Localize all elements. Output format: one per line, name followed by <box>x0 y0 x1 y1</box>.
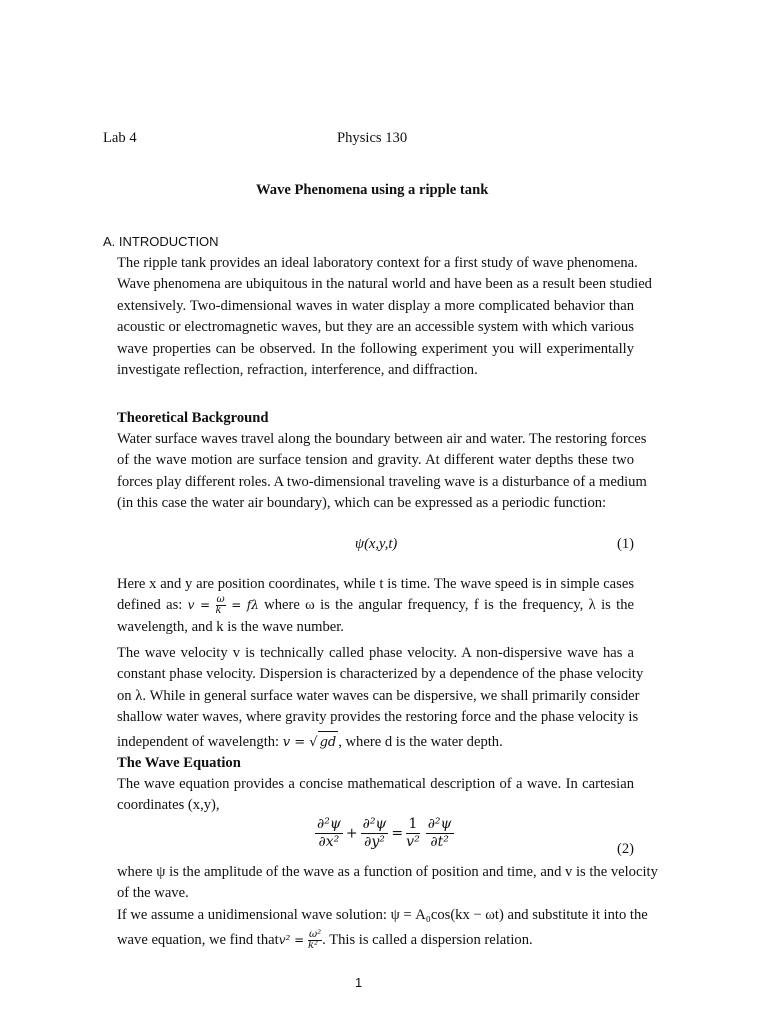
theory-line: of the wave motion are surface tension and gravity. At different water depths these two <box>117 452 634 469</box>
equation-1-number: (1) <box>617 536 635 552</box>
assume-paragraph <box>117 905 648 954</box>
where-line: where ψ is the amplitude of the wave as a function of position and time, and v is the velocity <box>117 864 658 880</box>
equation-2: $\frac{\text{∂²ψ}}{\text{∂x²}}$ + $\frac{\text{∂²ψ}}{\text{∂y²}}$ = $\frac{1}{\text{v²}}$ $\frac{\text{∂²ψ}}{\text{∂t²}}$ <box>317 816 452 850</box>
independence-line <box>117 729 634 755</box>
intro-paragraph <box>117 253 652 381</box>
independence-suffix: , where d is the water depth. <box>338 733 503 750</box>
speed-definition-suffix: where ω is the angular frequency, f is the frequency, λ is the <box>264 597 634 614</box>
phase-line: on λ. While in general surface water waves can be dispersive, we shall primarily consider <box>117 687 640 704</box>
theory-paragraph <box>117 429 647 515</box>
intro-line: wave properties can be observed. In the following experiment you will experimentally <box>117 340 634 357</box>
dispersion-formula: v² = $\frac{\text{ω²}}{\text{k²}}$ <box>278 929 322 952</box>
equation-2-number: (2) <box>617 841 635 857</box>
here-line: Here x and y are position coordinates, while t is time. The wave speed is in simple cases <box>117 576 634 592</box>
dispersion-prefix: wave equation, we find that <box>117 932 279 949</box>
phase-line: constant phase velocity. Dispersion is characterized by a dependence of the phase velocity <box>117 666 644 683</box>
theory-line: forces play different roles. A two-dimensional traveling wave is a disturbance of a medium <box>117 473 647 490</box>
speed-formula: v = $\frac{\omega}{k}$ = fλ <box>187 594 259 617</box>
intro-line: investigate reflection, refraction, interference, and diffraction. <box>117 361 478 378</box>
intro-line: acoustic or electromagnetic waves, but they are an accessible system with which various <box>117 319 634 336</box>
phase-paragraph <box>117 643 644 755</box>
equation-1: ψ(x,y,t) <box>355 536 398 552</box>
phase-line: The wave velocity v is technically called phase velocity. A non-dispersive wave has a <box>117 645 634 661</box>
speed-definition-prefix: defined as: <box>117 597 183 614</box>
independence-prefix: independent of wavelength: <box>117 733 280 750</box>
theory-heading: Theoretical Background <box>117 410 269 426</box>
assume-line: If we assume a unidimensional wave solution: ψ = A₀cos(kx − ωt) and substitute it into the <box>117 907 648 923</box>
here-line: wavelength, and k is the wave number. <box>117 618 344 635</box>
phase-line: shallow water waves, where gravity provides the restoring force and the phase velocity is <box>117 709 639 726</box>
where-paragraph <box>117 862 658 905</box>
dispersion-suffix: . This is called a dispersion relation. <box>322 932 533 949</box>
intro-line: Wave phenomena are ubiquitous in the natural world and have been as a result been studied <box>117 276 652 293</box>
theory-line: (in this case the water air boundary), which can be expressed as a periodic function: <box>117 495 607 512</box>
speed-definition-line <box>117 595 634 616</box>
lab-label: Lab 4 <box>103 130 137 146</box>
document-title: Wave Phenomena using a ripple tank <box>256 182 489 198</box>
intro-line: The ripple tank provides an ideal laboratory context for a first study of wave phenomena. <box>117 255 638 271</box>
dispersion-line <box>117 926 634 954</box>
intro-line: extensively. Two-dimensional waves in water display a more complicated behavior than <box>117 297 634 314</box>
shallow-speed-formula: v = √ gd <box>283 735 338 750</box>
wave-equation-line: The wave equation provides a concise mathematical description of a wave. In cartesian <box>117 776 634 792</box>
wave-equation-line: coordinates (x,y), <box>117 797 220 814</box>
wave-equation-heading: The Wave Equation <box>117 755 241 771</box>
section-a-heading: A. INTRODUCTION <box>103 234 219 249</box>
theory-line: Water surface waves travel along the boundary between air and water. The restoring forces <box>117 431 647 447</box>
here-paragraph <box>117 574 634 638</box>
course-label: Physics 130 <box>337 130 408 146</box>
where-line: of the wave. <box>117 885 189 902</box>
wave-equation-paragraph <box>117 774 634 817</box>
page-number: 1 <box>355 975 363 990</box>
